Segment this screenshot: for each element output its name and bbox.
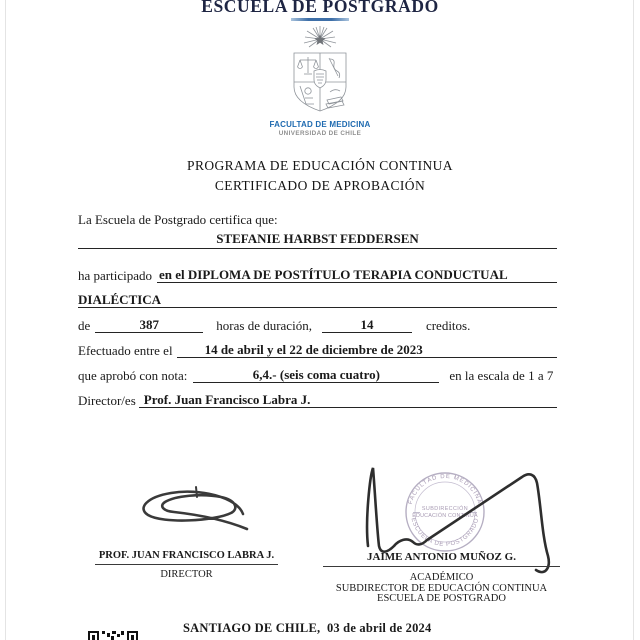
school-title: ESCUELA DE POSTGRADO: [201, 0, 439, 16]
certificate-type: CERTIFICADO DE APROBACIÓN: [214, 177, 426, 193]
title-divider: [291, 18, 349, 21]
period-prefix-label: Efectuado entre el: [78, 343, 173, 358]
hours-credits-line: [78, 316, 557, 333]
grade-prefix-label: que aprobó con nota:: [78, 368, 188, 383]
stamp-center-line2: EDUCACIÓN CONTINUA: [412, 513, 478, 519]
student-name: STEFANIE HARBST FEDDERSEN: [78, 231, 557, 249]
director-value: Prof. Juan Francisco Labra J.: [139, 392, 557, 408]
program-name-value-2: DIALÉCTICA: [78, 292, 557, 308]
period-value: 14 de abril y el 22 de diciembre de 2023: [177, 342, 557, 358]
director-signature: [133, 484, 253, 534]
page-border-left: [5, 0, 6, 640]
credits-suffix-label: creditos.: [425, 318, 471, 333]
program-name-value-1: en el DIPLOMA DE POSTÍTULO TERAPIA CONDUCTUAL: [157, 267, 557, 283]
stamp-center-line1: SUBDIRECCIÓN: [421, 506, 469, 512]
right-signatory-title2: SUBDIRECTOR DE EDUCACIÓN CONTINUA: [335, 582, 548, 594]
stamp-arc-top-text: FACULTAD DE MEDICINA: [407, 473, 483, 506]
place-date: SANTIAGO DE CHILE, 03 de abril de 2024: [183, 621, 432, 635]
qr-code: [88, 631, 138, 640]
hours-prefix-label: de: [78, 318, 91, 333]
right-signatory-title1: ACADÉMICO: [409, 572, 474, 583]
credits-value: 14: [322, 317, 412, 333]
crest-faculty-label: FACULTAD DE MEDICINA: [269, 120, 371, 129]
program-line-2: [78, 291, 557, 308]
grade-value: 6,4.- (seis coma cuatro): [193, 367, 439, 383]
director-prefix-label: Director/es: [78, 393, 136, 408]
right-signatory-name: JAIME ANTONIO MUÑOZ G.: [323, 551, 560, 567]
university-crest-icon: [283, 26, 357, 118]
left-signatory-name: PROF. JUAN FRANCISCO LABRA J.: [95, 550, 278, 565]
certifies-line: [78, 210, 557, 227]
period-line: [78, 341, 557, 358]
page-border-right: [633, 0, 634, 640]
grade-suffix-label: en la escala de 1 a 7: [449, 368, 554, 383]
grade-line: [78, 366, 557, 383]
program-title: PROGRAMA DE EDUCACIÓN CONTINUA: [187, 158, 453, 173]
left-signatory-title: DIRECTOR: [160, 569, 213, 580]
hours-value: 387: [95, 317, 203, 333]
right-signatory-title3: ESCUELA DE POSTGRADO: [377, 593, 506, 604]
crest-university-label: UNIVERSIDAD DE CHILE: [278, 130, 362, 137]
hours-suffix-label: horas de duración,: [216, 318, 312, 333]
stamp-arc-bottom-text: ESCUELA DE POSTGRADO: [409, 517, 481, 549]
program-line-1: [78, 266, 557, 283]
certifies-label: La Escuela de Postgrado certifica que:: [78, 212, 278, 227]
director-line: [78, 391, 557, 408]
participated-label: ha participado: [78, 268, 152, 283]
